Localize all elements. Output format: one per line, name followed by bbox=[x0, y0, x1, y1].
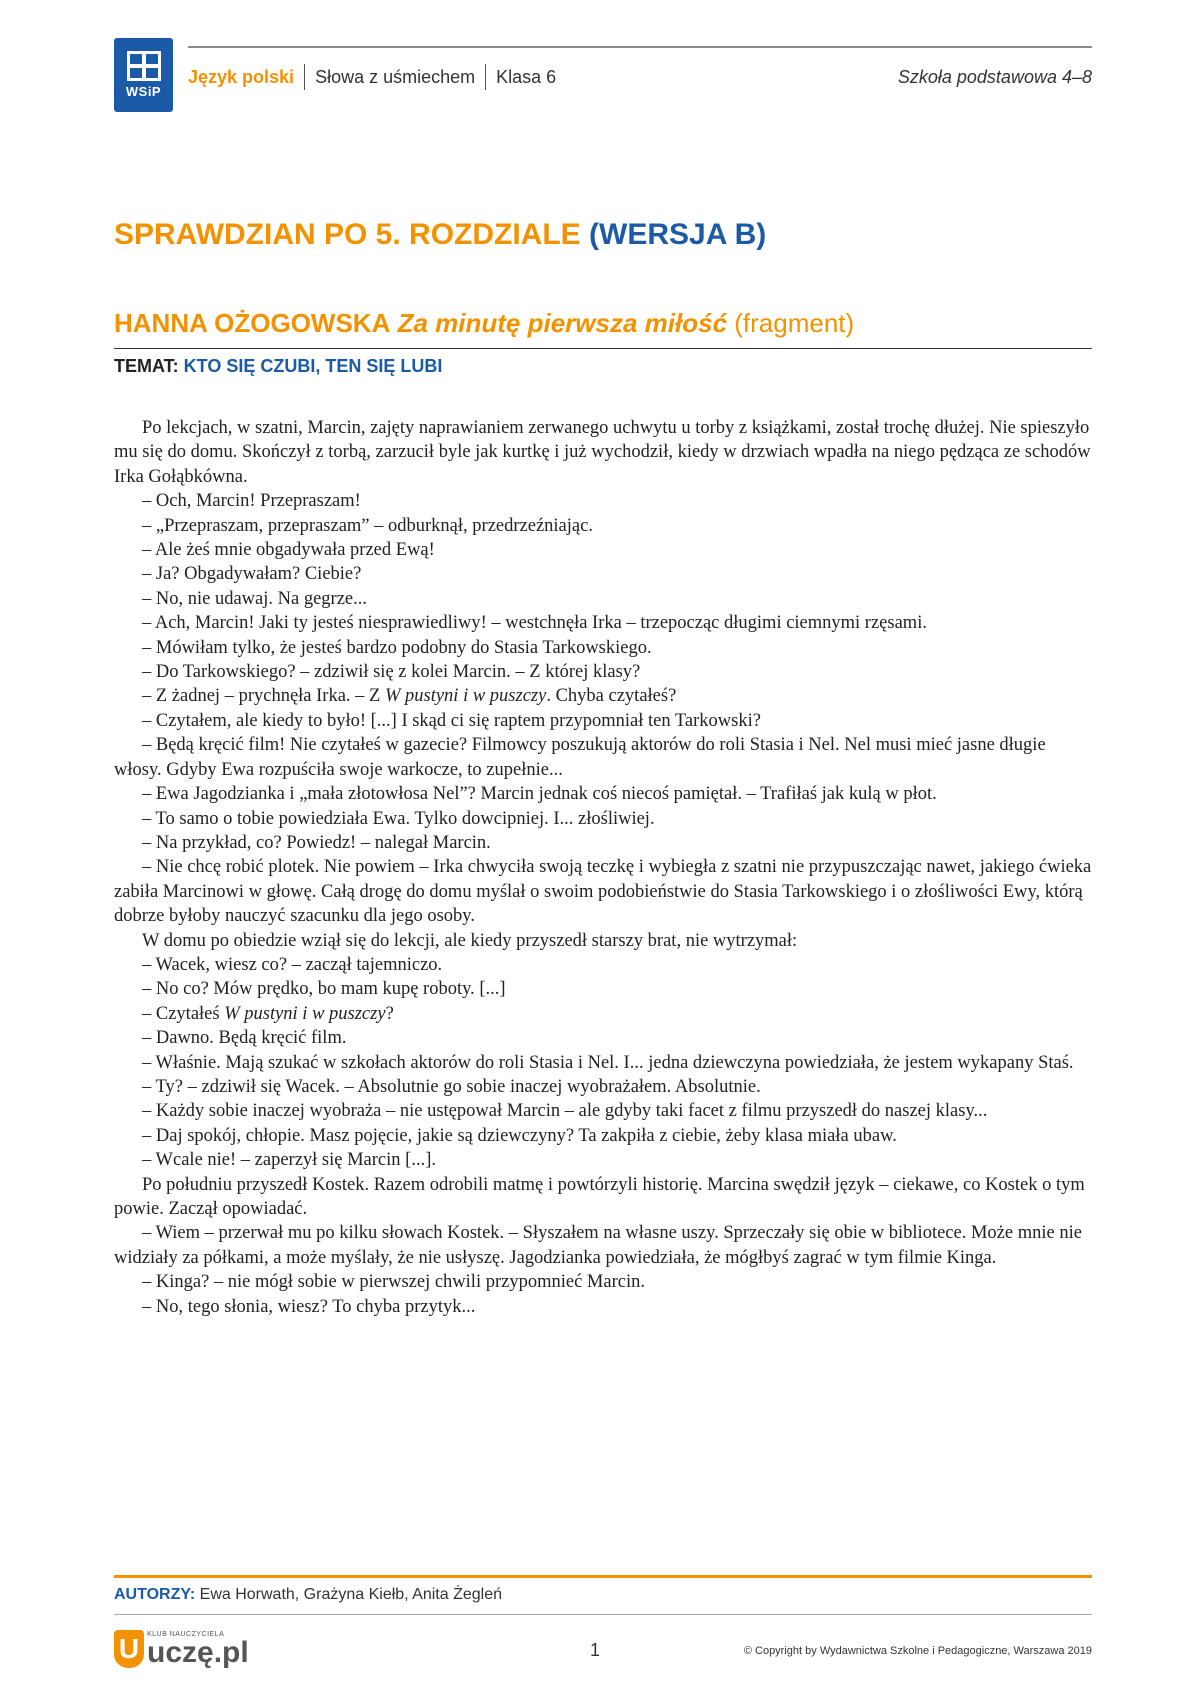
paragraph-text: – Właśnie. Mają szukać w szkołach aktorów do roli Stasia i Nel. I... jedna dziewczyna powiedziała, że jestem wykapany Staś. bbox=[142, 1052, 1074, 1073]
header-separator bbox=[304, 64, 305, 90]
paragraph-text: – Ale żeś mnie obgadywała przed Ewą! bbox=[142, 540, 435, 561]
ucze-logo bbox=[114, 1620, 249, 1668]
paragraph-text: – No, tego słonia, wiesz? To chyba przytyk... bbox=[142, 1296, 476, 1317]
text-paragraph bbox=[114, 1173, 1092, 1222]
paragraph-text: – Ewa Jagodzianka i „mała złotowłosa Nel”? Marcin jednak coś niecoś pamiętał. – Trafiłaś jak kulą w płot. bbox=[142, 784, 937, 805]
text-paragraph bbox=[114, 807, 1092, 831]
text-paragraph bbox=[114, 855, 1092, 928]
title-divider bbox=[114, 348, 1092, 349]
header-grade: Klasa 6 bbox=[496, 66, 557, 87]
paragraph-text: Po południu przyszedł Kostek. Razem odrobili matmę i powtórzyli historię. Marcina swędził język – ciekawe, co Kostek o tym powie. Zaczął opowiadać. bbox=[114, 1174, 1085, 1219]
text-paragraph bbox=[114, 562, 1092, 586]
paragraph-text: – Ja? Obgadywałam? Ciebie? bbox=[142, 564, 362, 585]
paragraph-text: – Z żadnej – prychnęła Irka. – Z bbox=[142, 686, 385, 707]
paragraph-text: – Czytałeś bbox=[142, 1003, 225, 1024]
paragraph-text: – Ty? – zdziwił się Wacek. – Absolutnie go sobie inaczej wyobrażałem. Absolutnie. bbox=[142, 1076, 761, 1097]
test-title: SPRAWDZIAN PO 5. ROZDZIALE bbox=[114, 218, 581, 251]
text-paragraph bbox=[114, 684, 1092, 708]
paragraph-text: . Chyba czytałeś? bbox=[546, 686, 677, 707]
text-paragraph bbox=[114, 1270, 1092, 1294]
wsip-logo-icon bbox=[127, 51, 161, 81]
text-paragraph bbox=[114, 538, 1092, 562]
paragraph-text: – Czytałem, ale kiedy to było! [...] I skąd ci się raptem przypomniał ten Tarkowski? bbox=[142, 710, 761, 731]
text-paragraph bbox=[114, 514, 1092, 538]
paragraph-text: – Każdy sobie inaczej wyobraża – nie ustępował Marcin – ale gdyby taki facet z filmu przyszedł do naszej klasy... bbox=[142, 1101, 988, 1122]
ucze-logo-icon: U bbox=[114, 1630, 144, 1668]
text-paragraph bbox=[114, 709, 1092, 733]
reading-author: HANNA OŻOGOWSKA bbox=[114, 308, 391, 338]
text-paragraph bbox=[114, 1075, 1092, 1099]
authors-names: Ewa Horwath, Grażyna Kiełb, Anita Żegleń bbox=[199, 1586, 503, 1603]
text-paragraph bbox=[114, 1051, 1092, 1075]
authors-line bbox=[114, 1586, 502, 1604]
header-subject: Język polski bbox=[188, 66, 295, 87]
ucze-logo-name: uczę.pl bbox=[147, 1636, 249, 1669]
text-paragraph bbox=[114, 1124, 1092, 1148]
wsip-logo-text: WSiP bbox=[125, 84, 162, 99]
reading-work-title: Za minutę pierwsza miłość bbox=[397, 308, 728, 338]
paragraph-text: – „Przepraszam, przepraszam” – odburknął, przedrzeźniając. bbox=[142, 515, 593, 536]
topic-line bbox=[114, 356, 442, 377]
text-paragraph bbox=[114, 929, 1092, 953]
paragraph-text: – Daj spokój, chłopie. Masz pojęcie, jakie są dziewczyny? Ta zakpiła z ciebie, żeby klasa miała ubaw. bbox=[142, 1125, 897, 1146]
footer-divider bbox=[114, 1575, 1092, 1578]
text-paragraph bbox=[114, 587, 1092, 611]
paragraph-text: – Ach, Marcin! Jaki ty jesteś niesprawiedliwy! – westchnęła Irka – trzepocząc długimi ciemnymi rzęsami. bbox=[142, 613, 927, 634]
text-paragraph bbox=[114, 489, 1092, 513]
paragraph-text: W domu po obiedzie wziął się do lekcji, ale kiedy przyszedł starszy brat, nie wytrzymał: bbox=[142, 930, 798, 951]
paragraph-text: – Wacek, wiesz co? – zaczął tajemniczo. bbox=[142, 954, 443, 975]
text-paragraph bbox=[114, 831, 1092, 855]
text-paragraph bbox=[114, 611, 1092, 635]
book-title: W pustyni i w puszczy bbox=[384, 686, 547, 707]
authors-label: AUTORZY: bbox=[114, 1586, 196, 1603]
paragraph-text: – No co? Mów prędko, bo mam kupę roboty. [...] bbox=[142, 979, 506, 1000]
topic-value: KTO SIĘ CZUBI, TEN SIĘ LUBI bbox=[183, 356, 443, 376]
header-separator bbox=[485, 64, 486, 90]
text-paragraph bbox=[114, 660, 1092, 684]
text-paragraph bbox=[114, 1026, 1092, 1050]
paragraph-text: – Wcale nie! – zaperzył się Marcin [...]. bbox=[142, 1150, 436, 1171]
text-paragraph bbox=[114, 782, 1092, 806]
paragraph-text: – Na przykład, co? Powiedz! – nalegał Marcin. bbox=[142, 832, 491, 853]
text-paragraph bbox=[114, 1002, 1092, 1026]
header-school-level: Szkoła podstawowa 4–8 bbox=[897, 66, 1092, 87]
paragraph-text: – Wiem – przerwał mu po kilku słowach Kostek. – Słyszałem na własne uszy. Sprzeczały się obie w bibliotece. Może mnie nie widziały za półkami, a może myślały, że nie usłyszę. Jagodzianka powiedziała, że mógłbyś zagrać w tym filmie Kinga. bbox=[114, 1223, 1082, 1268]
header-divider bbox=[188, 46, 1092, 48]
ucze-logo-tagline: KLUB NAUCZYCIELA bbox=[147, 1631, 225, 1638]
copyright-notice: © Copyright by Wydawnictwa Szkolne i Pedagogiczne, Warszawa 2019 bbox=[743, 1645, 1092, 1657]
header-series: Słowa z uśmiechem bbox=[315, 66, 476, 87]
paragraph-text: Po lekcjach, w szatni, Marcin, zajęty naprawianiem zerwanego uchwytu u torby z książkami, został trochę dłużej. Nie spieszyło mu się do domu. Skończył z torbą, zarzucił byle jak kurtkę i już wychodził, kiedy w drzwiach wpadła na niego pędząca ze schodów Irka Gołąbkówna. bbox=[114, 418, 1091, 487]
text-paragraph bbox=[114, 1221, 1092, 1270]
test-version: (WERSJA B) bbox=[589, 218, 767, 251]
page-header bbox=[188, 64, 1092, 90]
paragraph-text: – Do Tarkowskiego? – zdziwił się z kolei Marcin. – Z której klasy? bbox=[142, 662, 641, 683]
text-paragraph bbox=[114, 953, 1092, 977]
paragraph-text: – No, nie udawaj. Na gegrze... bbox=[142, 588, 367, 609]
text-paragraph bbox=[114, 1148, 1092, 1172]
text-paragraph bbox=[114, 977, 1092, 1001]
reading-title bbox=[114, 308, 854, 339]
text-paragraph bbox=[114, 733, 1092, 782]
paragraph-text: – Nie chcę robić plotek. Nie powiem – Irka chwyciła swoją teczkę i wybiegła z szatni nie przypuszczając nawet, jakiego ćwieka zabiła Marcinowi w głowę. Całą drogę do domu myślał o swoim podobieństwie do Stasia Tarkowskiego i o złośliwości Ewy, którą dobrze byłoby nauczyć szacunku dla jego osoby. bbox=[114, 857, 1092, 927]
page-number: 1 bbox=[590, 1640, 601, 1660]
text-paragraph bbox=[114, 1099, 1092, 1123]
wsip-logo bbox=[114, 38, 173, 112]
reading-text bbox=[114, 416, 1092, 1319]
paragraph-text: – To samo o tobie powiedziała Ewa. Tylko dowcipniej. I... złośliwiej. bbox=[142, 808, 655, 829]
footer-thin-divider bbox=[114, 1614, 1092, 1615]
text-paragraph bbox=[114, 1295, 1092, 1319]
reading-note: (fragment) bbox=[734, 308, 855, 338]
paragraph-text: – Kinga? – nie mógł sobie w pierwszej chwili przypomnieć Marcin. bbox=[142, 1272, 645, 1293]
page-title bbox=[114, 218, 766, 252]
topic-label: TEMAT: bbox=[114, 356, 179, 376]
book-title: W pustyni i w puszczy bbox=[224, 1003, 386, 1024]
text-paragraph bbox=[114, 416, 1092, 489]
text-paragraph bbox=[114, 636, 1092, 660]
paragraph-text: ? bbox=[385, 1003, 394, 1024]
paragraph-text: – Och, Marcin! Przepraszam! bbox=[142, 491, 361, 512]
paragraph-text: – Będą kręcić film! Nie czytałeś w gazecie? Filmowcy poszukują aktorów do roli Stasia i Nel. Nel musi mieć jasne długie włosy. Gdyby Ewa rozpuściła swoje warkocze, to zupełnie... bbox=[114, 735, 1046, 780]
paragraph-text: – Dawno. Będą kręcić film. bbox=[142, 1028, 347, 1049]
paragraph-text: – Mówiłam tylko, że jesteś bardzo podobny do Stasia Tarkowskiego. bbox=[142, 637, 652, 658]
